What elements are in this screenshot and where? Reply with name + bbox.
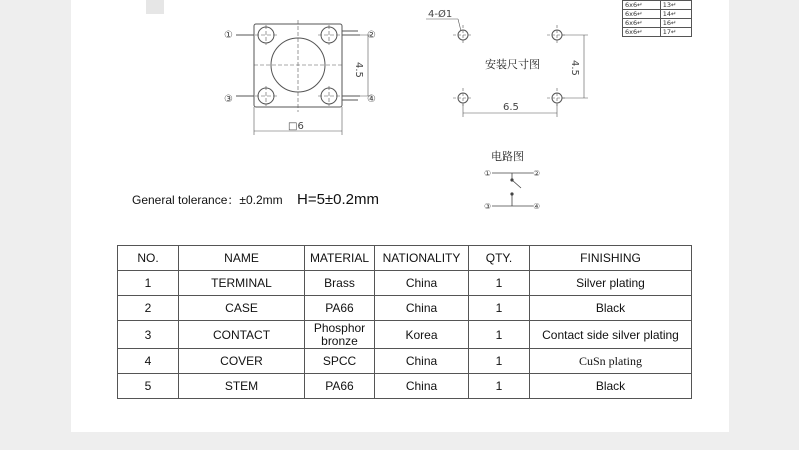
mount-width-label: 6.5: [503, 102, 519, 113]
table-cell: 16↵: [660, 19, 691, 28]
cell-no: 5: [118, 374, 179, 399]
cell-finishing: Silver plating: [530, 271, 692, 296]
header-name: NAME: [179, 246, 305, 271]
table-cell: 6x6↵: [623, 28, 661, 37]
cell-no: 4: [118, 349, 179, 374]
height-spec: H=5±0.2mm: [297, 191, 380, 208]
table-cell: 13↵: [660, 1, 691, 10]
cell-no: 1: [118, 271, 179, 296]
cell-qty: 1: [469, 321, 530, 349]
table-cell: 14↵: [660, 10, 691, 19]
table-row: [118, 296, 692, 321]
cell-qty: 1: [469, 374, 530, 399]
cell-qty: 1: [469, 349, 530, 374]
circuit-pin-2: ②: [533, 169, 541, 178]
header-no: NO.: [118, 246, 179, 271]
pin-4-label: ④: [367, 94, 376, 105]
mount-title: 安装尺寸图: [485, 58, 540, 71]
spec-mini-table: [622, 0, 692, 37]
table-cell: 6x6↵: [623, 19, 661, 28]
table-row: [623, 19, 692, 28]
table-row: [118, 271, 692, 296]
cell-material: PA66: [305, 296, 375, 321]
header-qty: QTY.: [469, 246, 530, 271]
cell-name: STEM: [179, 374, 305, 399]
table-row: [118, 349, 692, 374]
table-row: [118, 321, 692, 349]
cell-nationality: China: [375, 349, 469, 374]
cell-nationality: China: [375, 374, 469, 399]
cell-nationality: China: [375, 296, 469, 321]
cell-material: Brass: [305, 271, 375, 296]
circuit-title: 电路图: [491, 150, 524, 163]
cell-nationality: China: [375, 271, 469, 296]
hole-callout: 4-Ø1: [428, 9, 453, 20]
cell-qty: 1: [469, 271, 530, 296]
mount-height-label: 4.5: [569, 60, 580, 76]
material-line-2: bronze: [321, 333, 358, 348]
table-row: [623, 10, 692, 19]
circuit-pin-3: ③: [484, 202, 492, 211]
pin-1-label: ①: [224, 30, 233, 41]
circuit-pin-4: ④: [533, 202, 541, 211]
table-row: [623, 1, 692, 10]
width-dimension-label: □6: [288, 121, 304, 132]
circuit-pin-1: ①: [484, 169, 492, 178]
cell-finishing: Black: [530, 296, 692, 321]
table-row: [623, 28, 692, 37]
cell-finishing: Black: [530, 374, 692, 399]
cell-finishing: CuSn plating: [530, 349, 692, 374]
header-nationality: NATIONALITY: [375, 246, 469, 271]
pin-2-label: ②: [367, 30, 376, 41]
circuit-diagram: [492, 173, 533, 206]
header-finishing: FINISHING: [530, 246, 692, 271]
table-header-row: [118, 246, 692, 271]
cell-no: 3: [118, 321, 179, 349]
cell-material: [305, 321, 375, 349]
header-material: MATERIAL: [305, 246, 375, 271]
cell-no: 2: [118, 296, 179, 321]
table-row: [118, 374, 692, 399]
cell-name: CASE: [179, 296, 305, 321]
table-cell: 6x6↵: [623, 10, 661, 19]
pin-3-label: ③: [224, 94, 233, 105]
cell-finishing: Contact side silver plating: [530, 321, 692, 349]
material-line-1: Phosphor: [313, 320, 366, 335]
cell-qty: 1: [469, 296, 530, 321]
general-tolerance: General tolerance：±0.2mm: [132, 193, 283, 207]
cell-name: TERMINAL: [179, 271, 305, 296]
cell-material: PA66: [305, 374, 375, 399]
parts-table: [117, 245, 692, 399]
table-cell: 17↵: [660, 28, 691, 37]
cell-name: CONTACT: [179, 321, 305, 349]
side-dimension-label: 4.5: [353, 62, 364, 78]
cell-name: COVER: [179, 349, 305, 374]
table-cell: 6x6↵: [623, 1, 661, 10]
switch-top-view: [236, 20, 372, 135]
cell-nationality: Korea: [375, 321, 469, 349]
cell-material: SPCC: [305, 349, 375, 374]
